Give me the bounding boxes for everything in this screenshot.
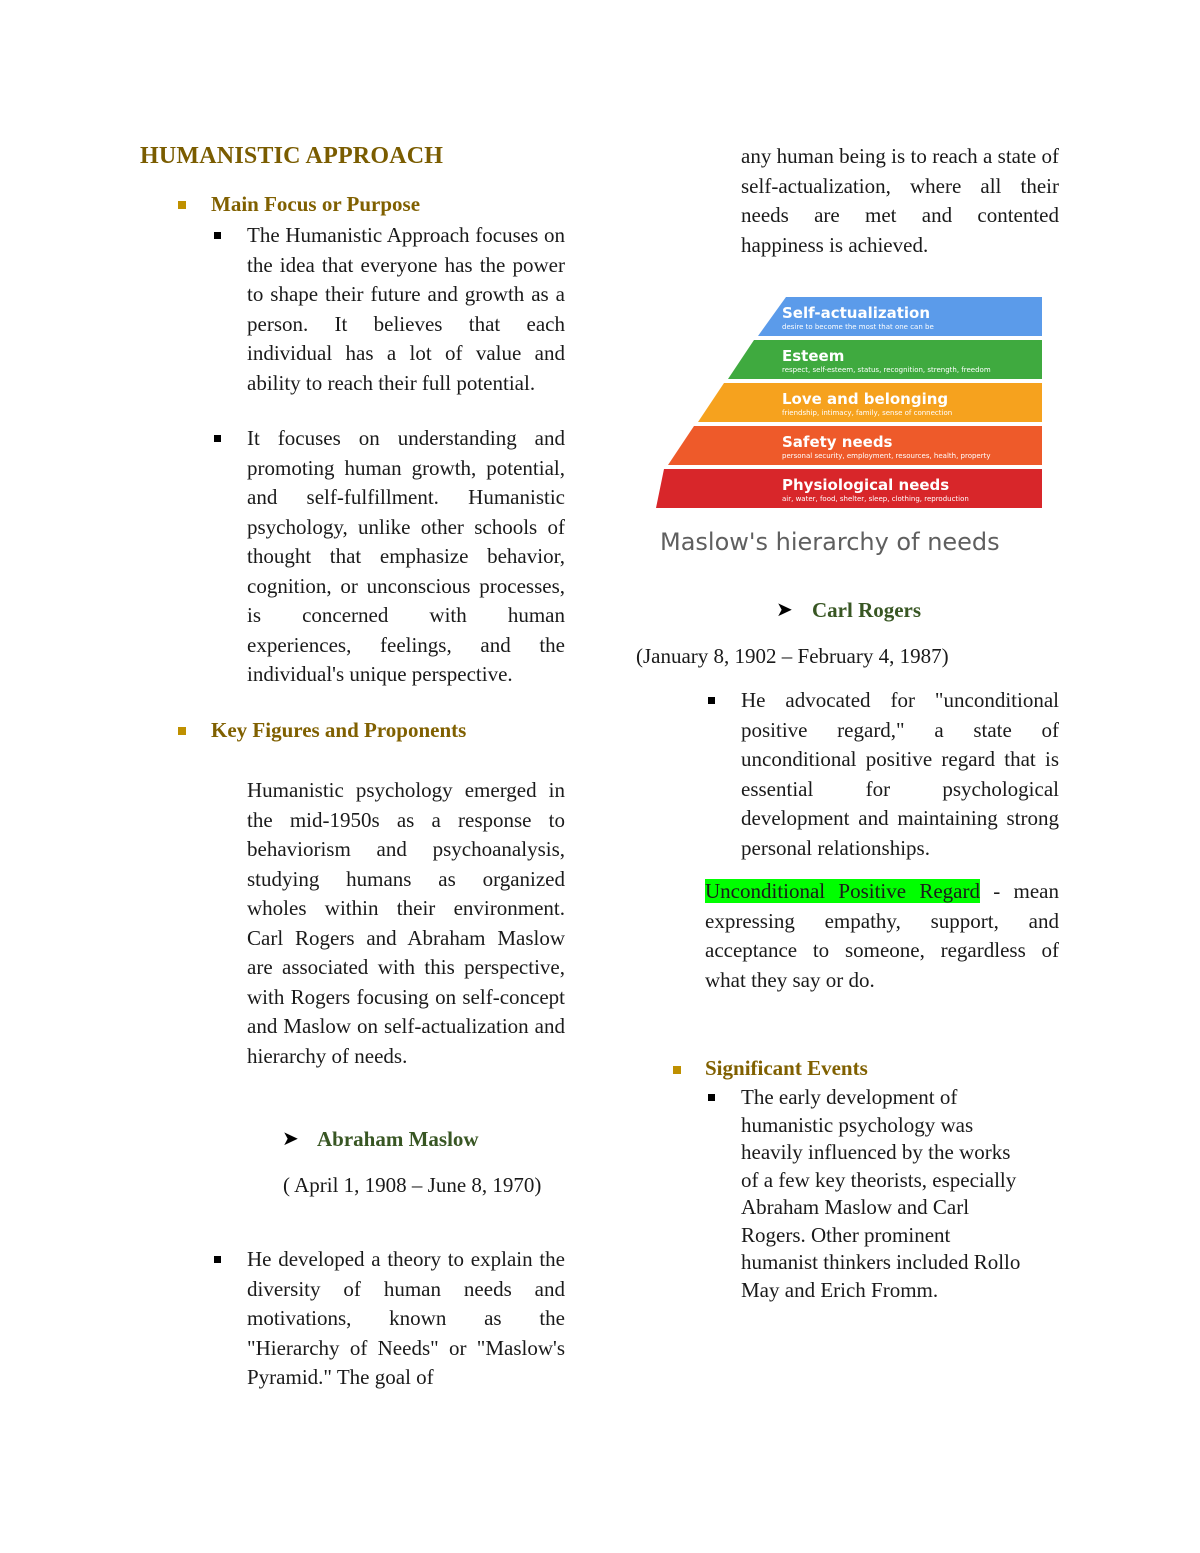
pyramid-label-esteem: Esteem (782, 347, 845, 365)
paragraph-main-focus-1: The Humanistic Approach focuses on the idea that everyone has the power to shape their future and growth as a person. It believes that each individual has a lot of value and ability to reach their full potential. (247, 223, 565, 395)
bullet-square (214, 1256, 221, 1263)
events-line: May and Erich Fromm. (741, 1277, 939, 1302)
arrow-bullet-icon: ➤ (776, 597, 793, 621)
paragraph-maslow-1: He developed a theory to explain the diversity of human needs and motivations, known as the "Hierarchy of Needs" or "Maslow's Pyramid." The goal of (247, 1247, 565, 1389)
events-line: The early development of (741, 1085, 958, 1109)
heading-carl-rogers: Carl Rogers (812, 598, 922, 622)
upr-definition: mean expressing empathy, support, and acceptance to someone, regardless of what they say or do. (705, 879, 1060, 992)
heading-main-focus: Main Focus or Purpose (211, 192, 421, 216)
pyramid-sub-safety: personal security, employment, resources, health, property (782, 452, 991, 460)
events-line: heavily influenced by the works (741, 1140, 1011, 1164)
events-line: Abraham Maslow and Carl (741, 1195, 970, 1219)
bullet-square (673, 1066, 681, 1074)
pyramid-sub-esteem: respect, self-esteem, status, recognition, strength, freedom (782, 366, 991, 374)
arrow-bullet-icon: ➤ (282, 1126, 299, 1150)
events-line: of a few key theorists, especially (741, 1167, 1017, 1192)
pyramid-label-physiological: Physiological needs (782, 476, 950, 494)
upr-highlight-term: Unconditional Positive Regard (705, 879, 980, 903)
pyramid-sub-physiological: air, water, food, shelter, sleep, clothing, reproduction (782, 495, 969, 503)
events-line: humanist thinkers included Rollo (741, 1250, 1021, 1274)
rogers-dates: (January 8, 1902 – February 4, 1987) (636, 644, 949, 668)
paragraph-maslow-1-continued: any human being is to reach a state of self-actualization, where all their needs are met and contented happiness is achieved. (741, 144, 1059, 257)
paragraph-key-figures: Humanistic psychology emerged in the mid-1950s as a response to behaviorism and psychoanalysis, studying humans as organized wholes within their environment. Carl Rogers and Abraham Maslow are associated with this perspective, with Rogers focusing on self-concept and Maslow on self-actualization and hierarchy of needs. (247, 778, 565, 1068)
pyramid-label-love-belonging: Love and belonging (782, 390, 949, 408)
events-line: humanistic psychology was (741, 1112, 974, 1137)
heading-significant-events: Significant Events (705, 1056, 868, 1080)
page-title: HUMANISTIC APPROACH (140, 143, 444, 169)
paragraph-main-focus-2: It focuses on understanding and promoting human growth, potential, and self-fulfillment. Humanistic psychology, unlike other schools of thought that emphasize behavior, cognition, or unconscious processes, is concerned with human experiences, feelings, and the individual's unique perspective. (247, 426, 565, 686)
bullet-square (708, 1094, 715, 1101)
heading-key-figures: Key Figures and Proponents (211, 718, 467, 742)
pyramid-label-safety: Safety needs (782, 433, 893, 451)
pyramid-sub-self-actualization: desire to become the most that one can be (782, 323, 934, 331)
paragraph-events (741, 1084, 1071, 1304)
bullet-square (178, 727, 186, 735)
pyramid-label-self-actualization: Self-actualization (782, 304, 931, 322)
maslow-dates: ( April 1, 1908 – June 8, 1970) (283, 1173, 542, 1197)
paragraph-upr: Unconditional Positive Regard - mean expressing empathy, support, and acceptance to someone, regardless of what they say or do. (705, 879, 1060, 992)
paragraph-rogers-1: He advocated for "unconditional positive regard," a state of unconditional positive regard that is essential for psychological development and maintaining strong personal relationships. (741, 688, 1059, 860)
bullet-square (214, 435, 221, 442)
bullet-square (708, 697, 715, 704)
bullet-square (214, 232, 221, 239)
pyramid-sub-love-belonging: friendship, intimacy, family, sense of connection (782, 409, 953, 417)
events-line: Rogers. Other prominent (741, 1222, 951, 1247)
bullet-square (178, 201, 186, 209)
heading-abraham-maslow: Abraham Maslow (317, 1127, 479, 1151)
pyramid-caption: Maslow's hierarchy of needs (660, 528, 1000, 556)
